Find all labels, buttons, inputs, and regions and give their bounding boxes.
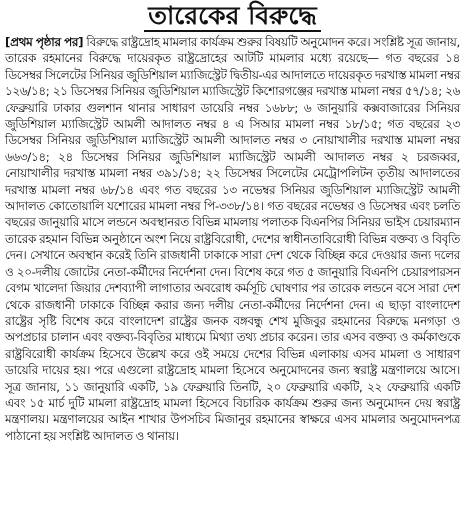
- headline: তারেকের বিরুদ্ধে: [144, 1, 320, 32]
- article-body: [5, 34, 460, 444]
- headline-container: [0, 0, 465, 32]
- continuation-label: [প্রথম পৃষ্ঠার পর]: [5, 35, 84, 49]
- article-text: বিরুদ্ধে রাষ্ট্রদ্রোহ মামলার কার্যক্রম শুরুর বিষয়টি অনুমোদন করে। সংশ্লিষ্ট সূত্র জানায়, তারেক রহমানের বিরুদ্ধে দায়েরকৃত রাষ্ট্রদ্রোহের আটটি মামলার মধ্যে রয়েছে— গত বছরের ১৪ ডিসেম্বর সিলেটের সিনিয়র জুডিশিয়াল ম্যাজিস্ট্রেট দ্বিতীয়-এর আদালতে দায়েরকৃত দরখাস্ত মামলা নম্বর ১২৬/১৪; ২১ ডিসেম্বর সিনিয়র জুডিশিয়াল ম্যাজিস্ট্রেট কিশোরগঞ্জের দরখাস্ত মামলা নম্বর ৫৭/১৪; ২৬ ফেব্রুয়ারি ঢাকার গুলশান থানার সাধারণ ডায়েরি নম্বর ১৬৮৮; ৬ জানুয়ারি কক্সবাজারের সিনিয়র জুডিশিয়াল ম্যাজিস্ট্রেট আমলী আদালত নম্বর ৪ এ সিআর মামলা নম্বর ১৮/১৫; গত বছরের ২৩ ডিসেম্বর সিনিয়র জুডিশিয়াল ম্যাজিস্ট্রেট আমলী আদালত নম্বর ৩ নোয়াখালীর দরখাস্ত মামলা নম্বর ৬৬৩/১৪; ২৪ ডিসেম্বর সিনিয়র জুডিশিয়াল ম্যাজিস্ট্রেট আমলী আদালত নম্বর ২ চরজব্বর, নোয়াখালীর দরখাস্ত মামলা নম্বর ৩৯১/১৪; ২২ ডিসেম্বর সিলেটের মেট্রোপলিটন তৃতীয় আদালতের দরখাস্ত মামলা নম্বর ৬৮/১৪ এবং গত বছরের ১৩ নভেম্বর সিনিয়র জুডিশিয়াল ম্যাজিস্ট্রেট আমলী আদালত কোতোয়ালি যশোরের মামলা নম্বর পি-৩৩৮/১৪। গত বছরের নভেম্বর ও ডিসেম্বর এবং চলতি বছরের জানুয়ারি মাসে লন্ডনে অবস্থানরত বিভিন্ন মামলায় পলাতক বিএনপির সিনিয়র ভাইস চেয়ারম্যান তারেক রহমান বিভিন্ন অনুষ্ঠানে অংশ নিয়ে রাষ্ট্রবিরোধী, দেশের স্বাধীনতাবিরোধী বিভিন্ন বক্তব্য ও বিবৃতি দেন। সেখানে অবস্থান করেই তিনি রাজধানী ঢাকাকে সারা দেশ থেকে বিচ্ছিন্ন করে দেওয়ার জন্য দলের ও ২০-দলীয় জোটের নেতা-কর্মীদের নির্দেশনা দেন। বিশেষ করে গত ৫ জানুয়ারি বিএনপি চেয়ারপারসন বেগম খালেদা জিয়ার দেশব্যাপী লাগাতার অবরোধ কর্মসূচি ঘোষণার পর তারেক লন্ডনে বসে সারা দেশ থেকে রাজধানী ঢাকাকে বিচ্ছিন্ন করার জন্য দলীয় নেতা-কর্মীদের নির্দেশনা দেন। এ ছাড়া বাংলাদেশ রাষ্ট্রের সৃষ্টি বিশেষ করে বাংলাদেশ রাষ্ট্রের জনক বঙ্গবন্ধু শেখ মুজিবুর রহমানের বিরুদ্ধে মনগড়া ও অপপ্রচার চালান এবং বক্তব্য-বিবৃতির মাধ্যমে মিথ্যা তথ্য প্রচার করেন। তার এসব বক্তব্য ও কর্মকাণ্ডকে রাষ্ট্রবিরোধী কার্যক্রম হিসেবে উল্লেখ করে ওই সময়ে দেশের বিভিন্ন এলাকায় এসব মামলা ও সাধারণ ডায়েরি দায়ের হয়। পরে এগুলো রাষ্ট্রদ্রোহ মামলা হিসেবে অনুমোদনের জন্য স্বরাষ্ট্র মন্ত্রণালয়ে আসে। সূত্র জানায়, ১১ জানুয়ারি একটি, ১৯ ফেব্রুয়ারি তিনটি, ২০ ফেব্রুয়ারি একটি, ২২ ফেব্রুয়ারি একটি এবং ১৫ মার্চ দুটি মামলা রাষ্ট্রদ্রোহ মামলা হিসেবে বিচারিক কার্যক্রম শুরুর জন্য অনুমোদন দেয় স্বরাষ্ট্র মন্ত্রণালয়। মন্ত্রণালয়ের আইন শাখার উপসচিব মিজানুর রহমানের স্বাক্ষরে এসব মামলার অনুমোদনপত্র পাঠানো হয় সংশ্লিষ্ট আদালত ও থানায়।: [5, 35, 460, 443]
- article-paragraph: [5, 34, 460, 444]
